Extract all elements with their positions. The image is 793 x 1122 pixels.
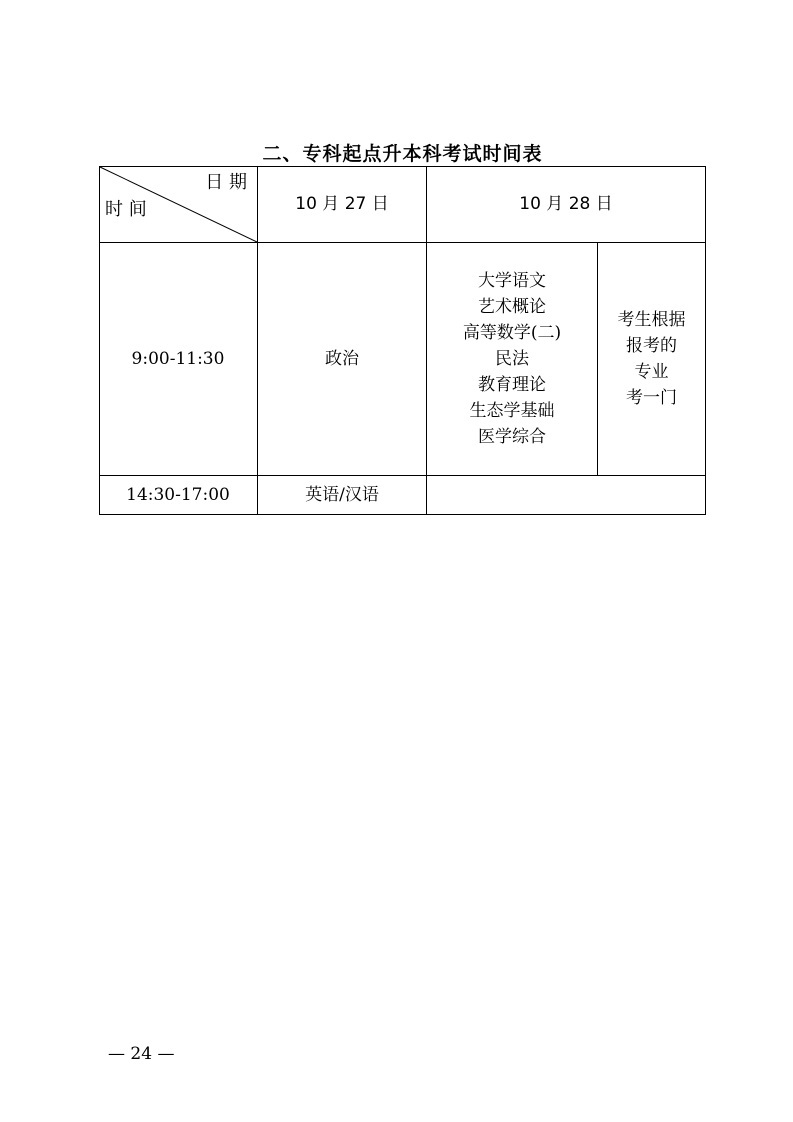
corner-date-label: 日 期 — [205, 172, 247, 193]
subject-item: 大学语文 — [478, 271, 546, 291]
subject-item: 艺术概论 — [478, 297, 546, 317]
note-line: 考生根据 — [617, 310, 686, 330]
page-number: — 24 — — [108, 1044, 175, 1064]
subject-item: 高等数学(二) — [462, 323, 562, 343]
corner-time-label: 时 间 — [105, 199, 147, 220]
subject-item: 民法 — [495, 349, 529, 369]
row2-day1-subject: 英语/汉语 — [305, 484, 379, 505]
exam-schedule-table — [99, 166, 706, 515]
row1-day2-note — [598, 243, 705, 475]
table-border-right — [705, 166, 706, 515]
subject-item: 医学综合 — [478, 427, 546, 447]
note-line: 专业 — [634, 362, 669, 382]
row2-time: 14:30-17:00 — [126, 484, 230, 505]
row1-day2-subjects — [427, 243, 597, 475]
row1-day1-subject: 政治 — [325, 348, 359, 369]
subject-item: 生态学基础 — [469, 401, 555, 421]
note-line: 考一门 — [626, 388, 677, 408]
row1-time: 9:00-11:30 — [131, 348, 225, 369]
note-line: 报考的 — [626, 336, 677, 356]
page-title: 二、专科起点升本科考试时间表 — [262, 143, 543, 165]
header-day2: 10 月 28 日 — [519, 193, 613, 214]
header-day1: 10 月 27 日 — [295, 193, 389, 214]
table-border-bottom — [99, 514, 706, 515]
subject-item: 教育理论 — [478, 375, 546, 395]
row2-day2-subject — [427, 476, 705, 514]
